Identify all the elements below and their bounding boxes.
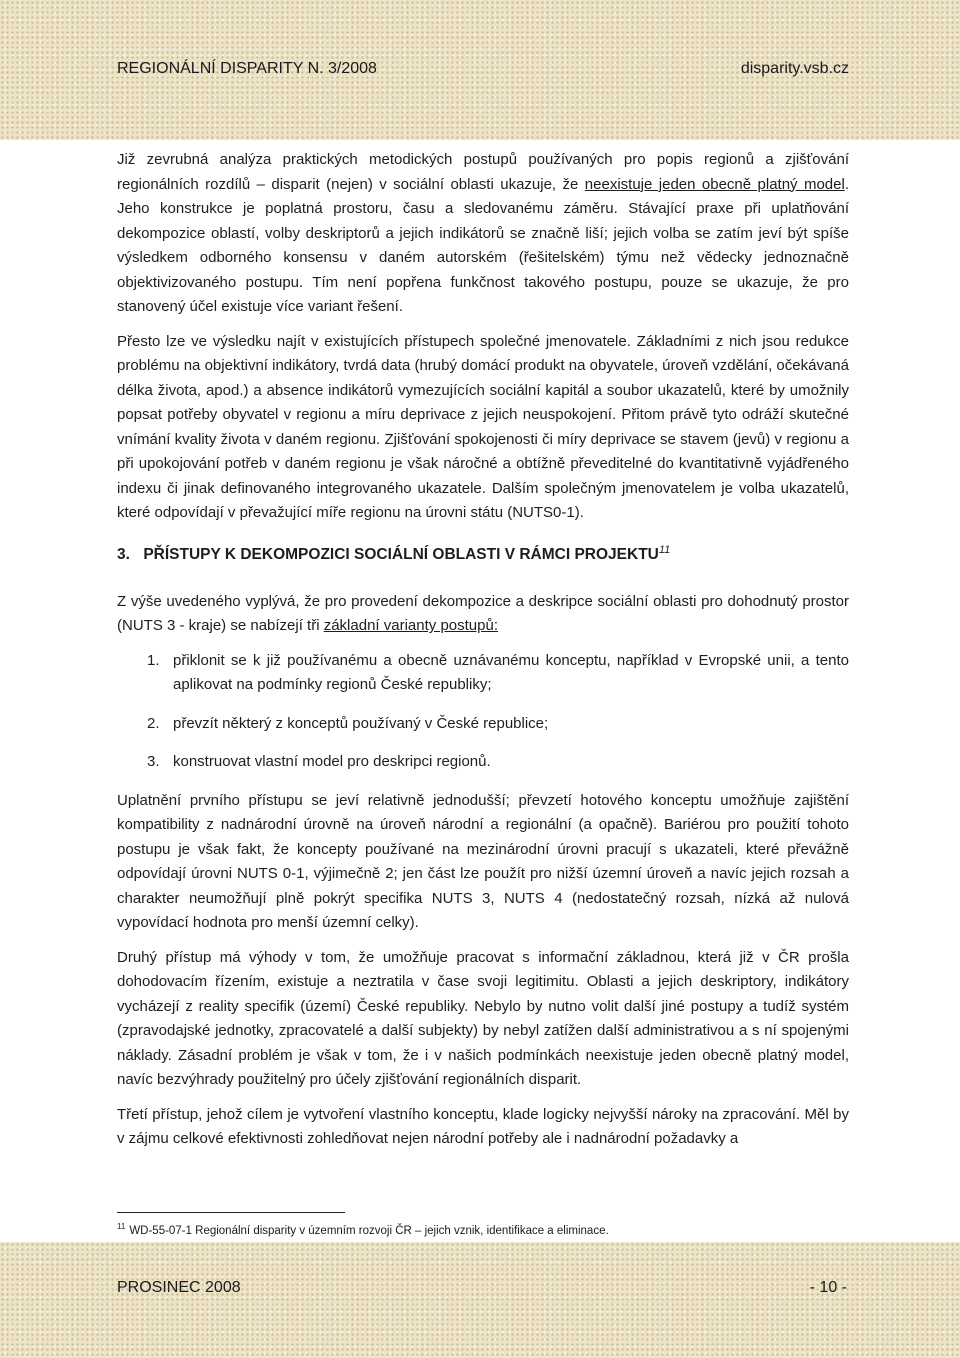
footnote-text: WD-55-07-1 Regionální disparity v územním rozvoji ČR – jejich vznik, identifikace a eliminace.	[129, 1224, 609, 1237]
list-item: 1. přiklonit se k již používanému a obecně uznávanému konceptu, například v Evropské unii, a tento aplikovat na podmínky regionů České republiky;	[147, 651, 849, 694]
underlined-phrase: neexistuje jeden obecně platný model	[584, 175, 845, 193]
journal-title: REGIONÁLNÍ DISPARITY N. 3/2008	[117, 60, 377, 77]
website-link[interactable]: disparity.vsb.cz	[740, 60, 849, 77]
issue-date: PROSINEC 2008	[117, 1279, 241, 1296]
paragraph-3: Z výše uvedeného vyplývá, že pro provedení dekompozice a deskripce sociální oblasti pro dohodnutý prostor (NUTS 3 - kraje) se nabízejí tři základní varianty postupů:	[117, 592, 849, 635]
paragraph-4: Uplatnění prvního přístupu se jeví relativně jednodušší; převzetí hotového konceptu umožňuje zajištění kompatibility z nadnárodní úrovně na úroveň národní a regionální (a opačně). Bariérou pro použití tohoto postupu je však fakt, že koncepty používané na mezinárodní úrovni pracují s ukazateli, které převážně odpovídají úrovni NUTS 0-1, výjimečně 2; jen část lze použít pro nižší územní úroveň a navíc jejich rozsah a charakter neumožňují plně pokrýt specifika NUTS 3, NUTS 4 (nedostatečný rozsah, nízká až nulová vypovídací hodnota pro menší územní celky).	[117, 791, 849, 932]
variants-list	[117, 649, 849, 775]
page-content	[117, 148, 849, 1162]
list-item: 3. konstruovat vlastní model pro deskripci regionů.	[147, 753, 491, 771]
paragraph-6: Třetí přístup, jehož cílem je vytvoření vlastního konceptu, klade logicky nejvyšší nároky na zpracování. Měl by v zájmu celkové efektivnosti zohledňovat nejen národní potřeby ale i nadnárodní požadavky a	[117, 1105, 849, 1148]
section-heading	[117, 544, 849, 564]
footnote-divider	[117, 1212, 345, 1213]
section-number: 3.	[117, 545, 130, 563]
footer-band	[0, 1242, 960, 1358]
section-title: PŘÍSTUPY K DEKOMPOZICI SOCIÁLNÍ OBLASTI V RÁMCI PROJEKTU	[143, 545, 659, 563]
header-band	[0, 0, 960, 140]
list-item: 2. převzít některý z konceptů používaný v České republice;	[147, 714, 549, 732]
paragraph-1: Již zevrubná analýza praktických metodických postupů používaných pro popis regionů a zjišťování regionálních rozdílů – disparit (nejen) v sociální oblasti ukazuje, že neexistuje jeden obecně platný model. Jeho konstrukce je poplatná prostoru, času a sledovanému záměru. Stávající praxe při uplatňování dekompozice oblastí, volby deskriptorů a jejich indikátorů se značně liší; jejich volba se zatím jeví být spíše výsledkem odborného konsensu v daném autorském (řešitelském) týmu než vědecky jednoznačně objektivizovaného postupu. Tím není popřena funkčnost takového postupu, pouze se ukazuje, že pro stanovený účel existuje více variant řešení.	[117, 151, 849, 315]
footnote-ref[interactable]: 11	[658, 543, 671, 556]
underlined-phrase-2: základní varianty postupů:	[323, 617, 498, 635]
footnote-number: 11	[117, 1222, 126, 1231]
page-number: - 10 -	[809, 1279, 847, 1296]
paragraph-2: Přesto lze ve výsledku najít v existujících přístupech společné jmenovatele. Základními z nich jsou redukce problému na objektivní indikátory, tvrdá data (hrubý domácí produkt na obyvatele, úroveň vzdělání, očekávaná délka života, apod.) a absence indikátorů vymezujících sociální kapitál a soubor ukazatelů, které by umožnily popsat potřeby obyvatel v regionu a míru deprivace z jejich neuspokojení. Přitom právě tyto odráží skutečné vnímání kvality života v daném regionu. Zjišťování spokojenosti či míry deprivace se stavem (jevů) v regionu a při upokojování potřeb v daném regionu je však náročné a obtížně převeditelné do kvantitativně vyjádřeného indexu či jinak definovaného integrovaného ukazatele. Dalším společným jmenovatelem je volba ukazatelů, které odpovídají v převažující míře regionu na úrovni státu (NUTS0-1).	[117, 332, 849, 521]
footnote	[117, 1222, 609, 1237]
paragraph-5: Druhý přístup má výhody v tom, že umožňuje pracovat s informační základnou, která již v ČR prošla dohodovacím řízením, existuje a neztratila v čase svoji legitimitu. Oblasti a jejich deskriptory, indikátory vycházejí z reality specifik (území) České republiky. Nebylo by nutno volit další jiné postupy a tudíž systém (zpravodajské jednotky, zpracovatelé a další subjekty) by nebyl zatížen další administrativou a s ní spojenými náklady. Zásadní problém je však v tom, že i v našich podmínkách neexistuje jeden obecně platný model, navíc bezvýhrady použitelný pro účely zjišťování regionálních disparit.	[117, 948, 849, 1089]
